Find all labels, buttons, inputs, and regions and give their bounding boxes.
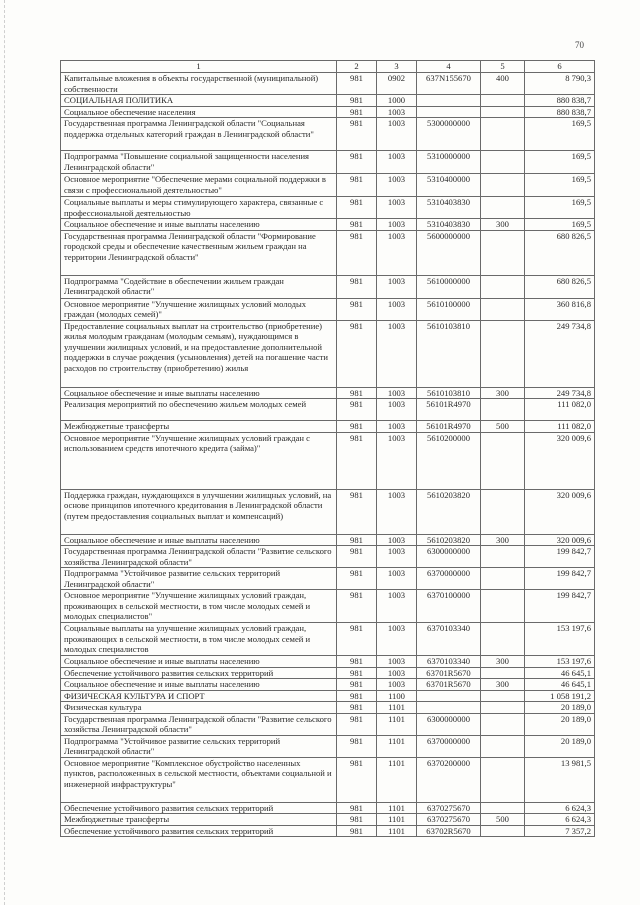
row-name-cell: Государственная программа Ленинградской области "Социальная поддержка отдельных категорий граждан в Ленинградской области" <box>61 118 337 151</box>
row-article-cell <box>417 690 481 702</box>
row-section-cell: 1003 <box>377 432 417 489</box>
table-row <box>61 174 595 197</box>
row-name-cell: Межбюджетные трансферты <box>61 421 337 433</box>
row-section-cell: 1003 <box>377 623 417 656</box>
row-amount-cell: 320 009,6 <box>525 489 595 534</box>
table-row <box>61 320 595 387</box>
table-row <box>61 432 595 489</box>
row-amount-cell: 199 842,7 <box>525 546 595 568</box>
row-type-cell <box>481 825 525 837</box>
row-type-cell <box>481 230 525 275</box>
row-name-cell: Государственная программа Ленинградской области "Развитие сельского хозяйства Ленинградской области" <box>61 713 337 735</box>
row-section-cell: 0902 <box>377 73 417 95</box>
row-amount-cell: 249 734,8 <box>525 387 595 399</box>
row-code-cell: 981 <box>337 534 377 546</box>
table-row <box>61 623 595 656</box>
row-amount-cell: 169,5 <box>525 151 595 174</box>
row-section-cell: 1003 <box>377 421 417 433</box>
row-amount-cell: 13 981,5 <box>525 757 595 802</box>
row-section-cell: 1003 <box>377 590 417 623</box>
row-type-cell <box>481 713 525 735</box>
row-name-cell: ФИЗИЧЕСКАЯ КУЛЬТУРА И СПОРТ <box>61 690 337 702</box>
table-row <box>61 546 595 568</box>
row-article-cell: 6370000000 <box>417 735 481 757</box>
row-article-cell <box>417 106 481 118</box>
row-type-cell <box>481 690 525 702</box>
table-row <box>61 667 595 679</box>
row-code-cell: 981 <box>337 95 377 107</box>
row-code-cell: 981 <box>337 757 377 802</box>
table-row <box>61 702 595 714</box>
row-code-cell: 981 <box>337 713 377 735</box>
row-amount-cell: 199 842,7 <box>525 590 595 623</box>
row-type-cell <box>481 95 525 107</box>
table-row <box>61 197 595 219</box>
row-section-cell: 1003 <box>377 667 417 679</box>
row-name-cell: Капитальные вложения в объекты государственной (муниципальной) собственности <box>61 73 337 95</box>
row-section-cell: 1003 <box>377 275 417 298</box>
row-type-cell <box>481 106 525 118</box>
row-name-cell: Социальные выплаты на улучшение жилищных условий граждан, проживающих в сельской местности, в том числе молодых семей и молодых специалистов <box>61 623 337 656</box>
row-type-cell: 300 <box>481 387 525 399</box>
row-amount-cell: 6 624,3 <box>525 802 595 814</box>
row-code-cell: 981 <box>337 151 377 174</box>
row-amount-cell: 111 082,0 <box>525 399 595 421</box>
row-article-cell: 5300000000 <box>417 118 481 151</box>
row-type-cell <box>481 174 525 197</box>
row-section-cell: 1003 <box>377 534 417 546</box>
row-amount-cell: 320 009,6 <box>525 432 595 489</box>
table-row <box>61 690 595 702</box>
row-name-cell: Государственная программа Ленинградской области "Формирование городской среды и обеспечение качественным жильем граждан на территории Ленинградской области" <box>61 230 337 275</box>
row-article-cell: 6300000000 <box>417 546 481 568</box>
row-article-cell: 5310403830 <box>417 197 481 219</box>
table-row <box>61 219 595 231</box>
row-name-cell: Основное мероприятие "Комплексное обустройство населенных пунктов, расположенных в сельской местности, объектами социальной и инженерной инфраструктуры" <box>61 757 337 802</box>
row-code-cell: 981 <box>337 73 377 95</box>
row-type-cell <box>481 568 525 590</box>
row-type-cell <box>481 623 525 656</box>
row-article-cell: 5310403830 <box>417 219 481 231</box>
row-type-cell: 300 <box>481 534 525 546</box>
row-article-cell: 5610203820 <box>417 489 481 534</box>
row-section-cell: 1003 <box>377 174 417 197</box>
row-article-cell: 5610103810 <box>417 387 481 399</box>
row-name-cell: СОЦИАЛЬНАЯ ПОЛИТИКА <box>61 95 337 107</box>
row-article-cell: 5610103810 <box>417 320 481 387</box>
row-type-cell <box>481 802 525 814</box>
row-amount-cell: 111 082,0 <box>525 421 595 433</box>
row-name-cell: Подпрограмма "Повышение социальной защищенности населения Ленинградской области" <box>61 151 337 174</box>
row-amount-cell: 46 645,1 <box>525 667 595 679</box>
row-amount-cell: 46 645,1 <box>525 679 595 691</box>
row-article-cell: 6370100000 <box>417 590 481 623</box>
table-row <box>61 151 595 174</box>
row-section-cell: 1101 <box>377 702 417 714</box>
row-name-cell: Социальное обеспечение и иные выплаты населению <box>61 656 337 668</box>
table-row <box>61 825 595 837</box>
table-row <box>61 735 595 757</box>
row-article-cell: 56101R4970 <box>417 421 481 433</box>
row-amount-cell: 880 838,7 <box>525 95 595 107</box>
row-amount-cell: 199 842,7 <box>525 568 595 590</box>
row-type-cell: 300 <box>481 219 525 231</box>
row-name-cell: Социальное обеспечение и иные выплаты населению <box>61 534 337 546</box>
table-row <box>61 118 595 151</box>
row-section-cell: 1101 <box>377 757 417 802</box>
row-article-cell: 6370000000 <box>417 568 481 590</box>
table-row <box>61 275 595 298</box>
table-row <box>61 230 595 275</box>
row-type-cell <box>481 399 525 421</box>
row-type-cell <box>481 546 525 568</box>
row-type-cell: 300 <box>481 656 525 668</box>
row-section-cell: 1101 <box>377 713 417 735</box>
row-article-cell: 63701R5670 <box>417 679 481 691</box>
row-code-cell: 981 <box>337 320 377 387</box>
row-type-cell <box>481 667 525 679</box>
row-article-cell: 5610200000 <box>417 432 481 489</box>
row-name-cell: Обеспечение устойчивого развития сельских территорий <box>61 802 337 814</box>
row-amount-cell: 169,5 <box>525 219 595 231</box>
row-type-cell <box>481 197 525 219</box>
row-code-cell: 981 <box>337 219 377 231</box>
row-section-cell: 1003 <box>377 320 417 387</box>
row-name-cell: Основное мероприятие "Улучшение жилищных условий молодых граждан (молодых семей)" <box>61 298 337 320</box>
row-section-cell: 1101 <box>377 802 417 814</box>
row-type-cell: 400 <box>481 73 525 95</box>
row-amount-cell: 8 790,3 <box>525 73 595 95</box>
row-section-cell: 1003 <box>377 387 417 399</box>
table-row <box>61 679 595 691</box>
row-type-cell <box>481 432 525 489</box>
row-amount-cell: 153 197,6 <box>525 656 595 668</box>
row-type-cell <box>481 118 525 151</box>
row-code-cell: 981 <box>337 174 377 197</box>
table-row <box>61 106 595 118</box>
row-amount-cell: 20 189,0 <box>525 713 595 735</box>
row-amount-cell: 169,5 <box>525 174 595 197</box>
row-section-cell: 1100 <box>377 690 417 702</box>
row-article-cell: 5610203820 <box>417 534 481 546</box>
row-article-cell: 637N155670 <box>417 73 481 95</box>
table-row <box>61 399 595 421</box>
column-header: 5 <box>481 61 525 73</box>
table-row <box>61 387 595 399</box>
row-code-cell: 981 <box>337 802 377 814</box>
row-amount-cell: 6 624,3 <box>525 814 595 826</box>
column-header: 3 <box>377 61 417 73</box>
row-type-cell: 500 <box>481 814 525 826</box>
row-code-cell: 981 <box>337 814 377 826</box>
table-row <box>61 656 595 668</box>
table-row <box>61 568 595 590</box>
row-article-cell: 5610100000 <box>417 298 481 320</box>
column-header: 1 <box>61 61 337 73</box>
row-name-cell: Подпрограмма "Устойчивое развитие сельских территорий Ленинградской области" <box>61 568 337 590</box>
budget-table <box>60 60 595 837</box>
row-code-cell: 981 <box>337 546 377 568</box>
row-code-cell: 981 <box>337 568 377 590</box>
table-row <box>61 489 595 534</box>
row-type-cell <box>481 757 525 802</box>
table-row <box>61 534 595 546</box>
row-article-cell: 5600000000 <box>417 230 481 275</box>
row-code-cell: 981 <box>337 679 377 691</box>
column-header: 6 <box>525 61 595 73</box>
row-type-cell <box>481 590 525 623</box>
row-article-cell <box>417 702 481 714</box>
row-code-cell: 981 <box>337 421 377 433</box>
row-code-cell: 981 <box>337 489 377 534</box>
row-code-cell: 981 <box>337 106 377 118</box>
row-name-cell: Предоставление социальных выплат на строительство (приобретение) жилья молодым гражданам (молодым семьям), нуждающимся в улучшении жилищных условий, и на предоставление дополнительной поддержки в случае рождения (усыновления) детей на погашение части расходов по строительству (приобретению) жилья <box>61 320 337 387</box>
row-article-cell: 5310000000 <box>417 151 481 174</box>
table-row <box>61 814 595 826</box>
row-type-cell <box>481 275 525 298</box>
row-amount-cell: 320 009,6 <box>525 534 595 546</box>
row-section-cell: 1000 <box>377 95 417 107</box>
row-amount-cell: 880 838,7 <box>525 106 595 118</box>
table-row <box>61 298 595 320</box>
row-code-cell: 981 <box>337 667 377 679</box>
row-code-cell: 981 <box>337 735 377 757</box>
row-amount-cell: 169,5 <box>525 197 595 219</box>
row-section-cell: 1003 <box>377 656 417 668</box>
row-code-cell: 981 <box>337 590 377 623</box>
row-amount-cell: 20 189,0 <box>525 702 595 714</box>
row-name-cell: Социальное обеспечение населения <box>61 106 337 118</box>
row-amount-cell: 20 189,0 <box>525 735 595 757</box>
row-amount-cell: 169,5 <box>525 118 595 151</box>
row-amount-cell: 1 058 191,2 <box>525 690 595 702</box>
row-type-cell <box>481 489 525 534</box>
row-name-cell: Поддержка граждан, нуждающихся в улучшении жилищных условий, на основе принципов ипотечного кредитования в Ленинградской области (путем предоставления социальных выплат и компенсаций) <box>61 489 337 534</box>
row-code-cell: 981 <box>337 656 377 668</box>
row-type-cell <box>481 298 525 320</box>
row-article-cell: 5310400000 <box>417 174 481 197</box>
row-article-cell: 5610000000 <box>417 275 481 298</box>
table-row <box>61 95 595 107</box>
table-header-row <box>61 61 595 73</box>
page-edge <box>4 0 5 905</box>
row-name-cell: Подпрограмма "Содействие в обеспечении жильем граждан Ленинградской области" <box>61 275 337 298</box>
row-code-cell: 981 <box>337 623 377 656</box>
table-row <box>61 757 595 802</box>
row-section-cell: 1003 <box>377 568 417 590</box>
row-code-cell: 981 <box>337 432 377 489</box>
row-type-cell <box>481 320 525 387</box>
row-amount-cell: 7 357,2 <box>525 825 595 837</box>
row-name-cell: Обеспечение устойчивого развития сельских территорий <box>61 667 337 679</box>
row-code-cell: 981 <box>337 387 377 399</box>
row-amount-cell: 360 816,8 <box>525 298 595 320</box>
row-section-cell: 1003 <box>377 546 417 568</box>
column-header: 4 <box>417 61 481 73</box>
row-name-cell: Социальное обеспечение и иные выплаты населению <box>61 387 337 399</box>
row-name-cell: Основное мероприятие "Обеспечение мерами социальной поддержки в связи с профессиональной деятельностью" <box>61 174 337 197</box>
row-section-cell: 1003 <box>377 298 417 320</box>
row-section-cell: 1003 <box>377 679 417 691</box>
column-header: 2 <box>337 61 377 73</box>
row-name-cell: Социальное обеспечение и иные выплаты населению <box>61 679 337 691</box>
table-row <box>61 802 595 814</box>
row-section-cell: 1003 <box>377 197 417 219</box>
row-type-cell: 500 <box>481 421 525 433</box>
table-row <box>61 713 595 735</box>
row-name-cell: Социальные выплаты и меры стимулирующего характера, связанные с профессиональной деятельностью <box>61 197 337 219</box>
row-code-cell: 981 <box>337 197 377 219</box>
page-number: 70 <box>575 40 584 50</box>
row-article-cell: 6370200000 <box>417 757 481 802</box>
row-code-cell: 981 <box>337 825 377 837</box>
row-section-cell: 1003 <box>377 118 417 151</box>
row-code-cell: 981 <box>337 118 377 151</box>
row-type-cell <box>481 151 525 174</box>
row-code-cell: 981 <box>337 702 377 714</box>
row-article-cell: 6370103340 <box>417 656 481 668</box>
row-section-cell: 1003 <box>377 489 417 534</box>
row-code-cell: 981 <box>337 690 377 702</box>
row-article-cell: 6370275670 <box>417 814 481 826</box>
row-section-cell: 1003 <box>377 151 417 174</box>
row-name-cell: Подпрограмма "Устойчивое развитие сельских территорий Ленинградской области" <box>61 735 337 757</box>
row-code-cell: 981 <box>337 275 377 298</box>
row-section-cell: 1101 <box>377 825 417 837</box>
row-code-cell: 981 <box>337 298 377 320</box>
row-article-cell: 56101R4970 <box>417 399 481 421</box>
row-name-cell: Физическая культура <box>61 702 337 714</box>
row-amount-cell: 153 197,6 <box>525 623 595 656</box>
row-section-cell: 1101 <box>377 814 417 826</box>
row-article-cell: 6370275670 <box>417 802 481 814</box>
row-section-cell: 1003 <box>377 399 417 421</box>
row-article-cell: 63702R5670 <box>417 825 481 837</box>
row-code-cell: 981 <box>337 399 377 421</box>
table-row <box>61 421 595 433</box>
row-name-cell: Основное мероприятие "Улучшение жилищных условий граждан с использованием средств ипотечного кредита (займа)" <box>61 432 337 489</box>
row-amount-cell: 680 826,5 <box>525 275 595 298</box>
row-name-cell: Основное мероприятие "Улучшение жилищных условий граждан, проживающих в сельской местности, в том числе молодых семей и молодых специалистов" <box>61 590 337 623</box>
table-row <box>61 73 595 95</box>
row-name-cell: Обеспечение устойчивого развития сельских территорий <box>61 825 337 837</box>
row-section-cell: 1101 <box>377 735 417 757</box>
row-amount-cell: 680 826,5 <box>525 230 595 275</box>
row-article-cell: 6300000000 <box>417 713 481 735</box>
row-name-cell: Государственная программа Ленинградской области "Развитие сельского хозяйства Ленинградской области" <box>61 546 337 568</box>
row-section-cell: 1003 <box>377 230 417 275</box>
row-name-cell: Социальное обеспечение и иные выплаты населению <box>61 219 337 231</box>
row-section-cell: 1003 <box>377 106 417 118</box>
row-section-cell: 1003 <box>377 219 417 231</box>
row-type-cell: 300 <box>481 679 525 691</box>
row-amount-cell: 249 734,8 <box>525 320 595 387</box>
row-name-cell: Реализация мероприятий по обеспечению жильем молодых семей <box>61 399 337 421</box>
row-type-cell <box>481 735 525 757</box>
row-type-cell <box>481 702 525 714</box>
row-article-cell: 63701R5670 <box>417 667 481 679</box>
row-name-cell: Межбюджетные трансферты <box>61 814 337 826</box>
row-article-cell <box>417 95 481 107</box>
row-code-cell: 981 <box>337 230 377 275</box>
table-row <box>61 590 595 623</box>
row-article-cell: 6370103340 <box>417 623 481 656</box>
